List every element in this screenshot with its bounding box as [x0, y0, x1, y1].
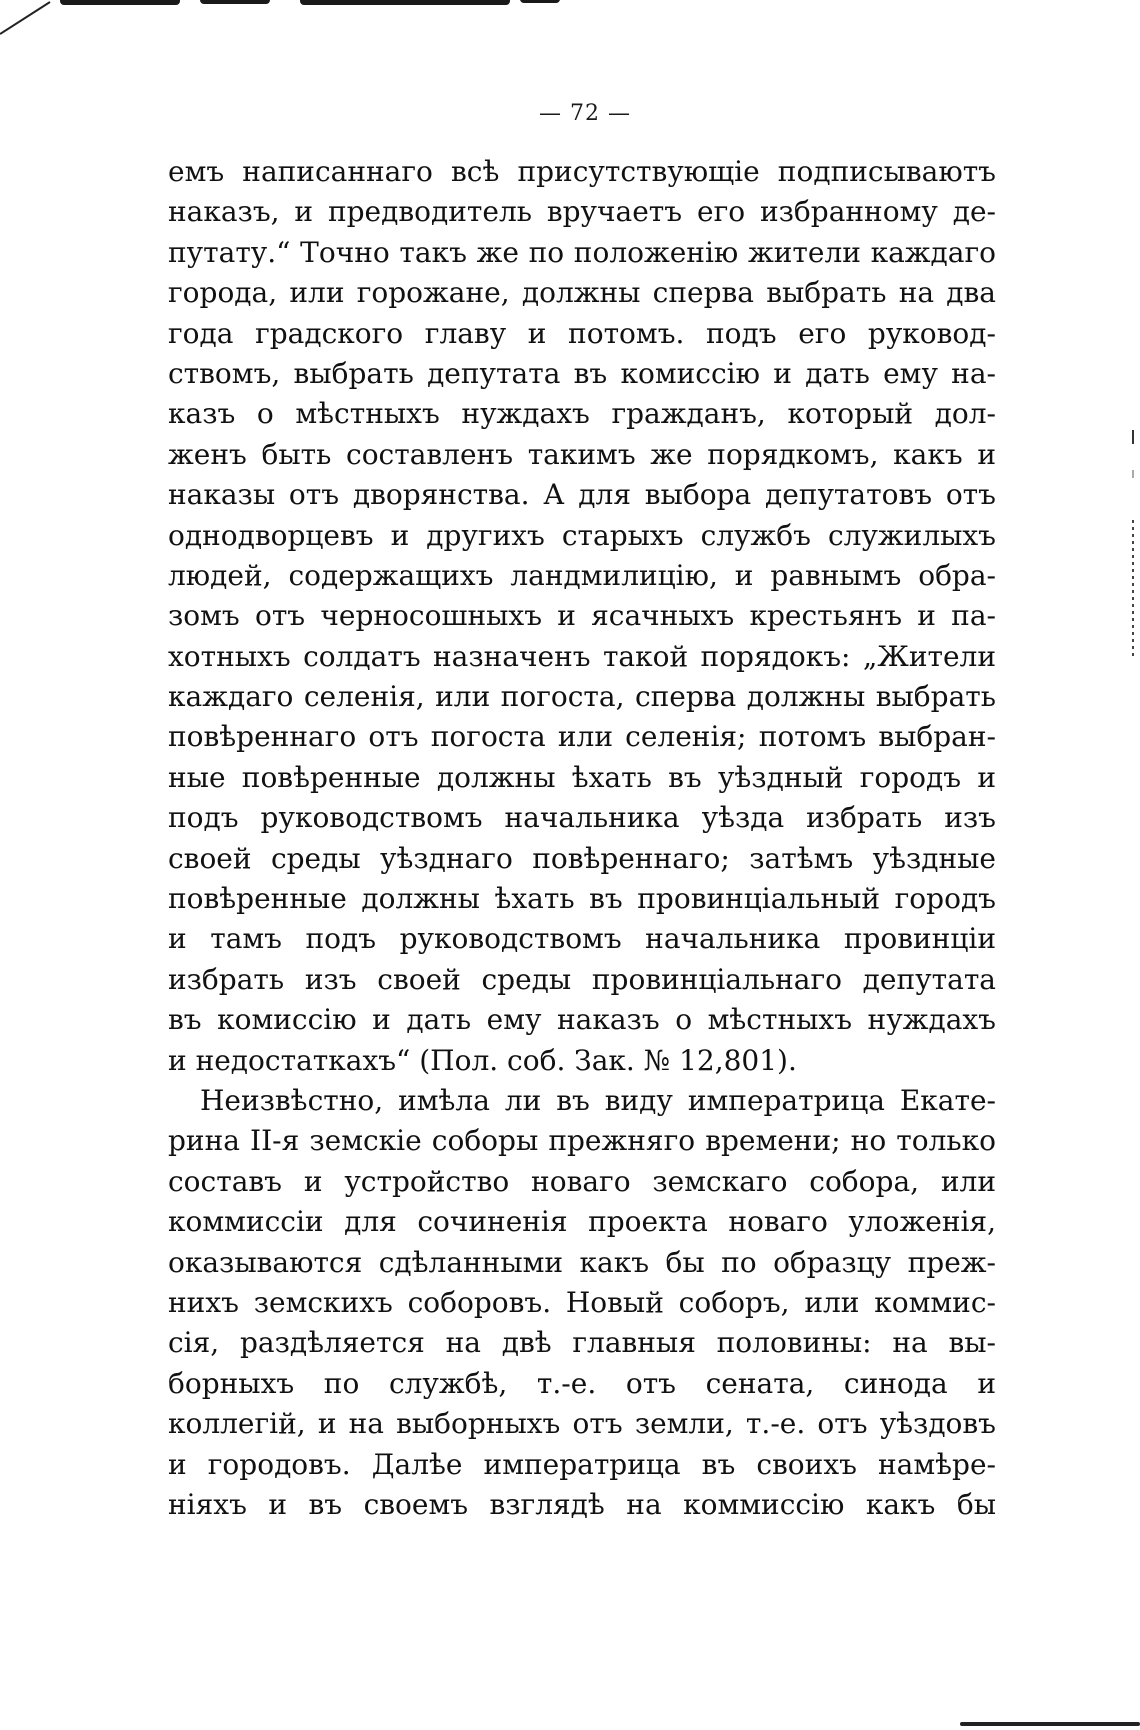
ink-smudge	[60, 0, 180, 5]
text-line: и городовъ. Далѣе императрица въ своихъ намѣре-	[168, 1447, 996, 1481]
text-line: составъ и устройство новаго земскаго собора, или	[168, 1164, 996, 1198]
text-line: путату.“ Точно такъ же по положенію жители каждаго	[168, 235, 996, 269]
text-line: и недостаткахъ“ (Пол. соб. Зак. № 12,801).	[168, 1043, 797, 1077]
text-line: Неизвѣстно, имѣла ли въ виду императрица Екате-	[200, 1083, 996, 1117]
text-line: каждаго селенія, или погоста, сперва должны выбрать	[168, 680, 996, 714]
text-line: людей, содержащихъ ландмилицію, и равнымъ обра-	[168, 558, 996, 592]
text-line: ные повѣренные должны ѣхать въ уѣздный городъ и	[168, 760, 996, 794]
scan-bottom-edge	[960, 1722, 1140, 1726]
text-line: повѣренные должны ѣхать въ провинціальный городъ	[168, 882, 996, 916]
text-line: коммиссіи для сочиненія проекта новаго уложенія,	[168, 1205, 996, 1239]
text-line: емъ написаннаго всѣ присутствующіе подписываютъ	[168, 155, 996, 188]
text-line: сія, раздѣляется на двѣ главныя половины: на вы-	[168, 1326, 996, 1360]
text-line: города, или горожане, должны сперва выбрать на два	[168, 276, 996, 310]
text-line: повѣреннаго отъ погоста или селенія; потомъ выбран-	[168, 720, 996, 754]
page-number: — 72 —	[539, 101, 631, 126]
text-line: казъ о мѣстныхъ нуждахъ гражданъ, который дол-	[168, 397, 996, 431]
text-line: наказъ, и предводитель вручаетъ его избранному де-	[168, 195, 996, 229]
ink-smudge	[200, 0, 270, 4]
text-line: зомъ отъ черносошныхъ и ясачныхъ крестьянъ и па-	[168, 599, 996, 633]
ink-smudge	[300, 0, 510, 5]
text-line: однодворцевъ и другихъ старыхъ службъ служилыхъ	[168, 518, 996, 552]
text-line: рина II-я земскіе соборы прежняго времени; но только	[168, 1124, 996, 1158]
text-line: борныхъ по службѣ, т.-е. отъ сената, синода и	[168, 1366, 996, 1400]
text-line: и тамъ подъ руководствомъ начальника провинціи	[168, 922, 996, 956]
text-line: оказываются сдѣланными какъ бы по образцу преж-	[168, 1245, 996, 1279]
text-line: въ комиссію и дать ему наказъ о мѣстныхъ нуждахъ	[168, 1003, 996, 1037]
text-line: коллегій, и на выборныхъ отъ земли, т.-е. отъ уѣздовъ	[168, 1407, 996, 1441]
text-line: избрать изъ своей среды провинціальнаго депутата	[168, 962, 996, 996]
scan-top-edge	[0, 0, 1140, 12]
margin-scan-marks	[1128, 430, 1138, 670]
text-line: ствомъ, выбрать депутата въ комиссію и дать ему на-	[168, 356, 996, 390]
text-line: хотныхъ солдатъ назначенъ такой порядокъ: „Жители	[168, 639, 996, 673]
ink-smudge	[520, 0, 560, 3]
text-line: женъ быть составленъ такимъ же порядкомъ, какъ и	[168, 437, 996, 471]
text-line: наказы отъ дворянства. А для выбора депутатовъ отъ	[168, 478, 996, 512]
text-line: года градского главу и потомъ. подъ его руковод-	[168, 316, 996, 350]
text-line: своей среды уѣзднаго повѣреннаго; затѣмъ уѣздные	[168, 841, 996, 875]
text-line: подъ руководствомъ начальника уѣзда избрать изъ	[168, 801, 996, 835]
corner-scan-line	[0, 0, 60, 40]
text-line: ніяхъ и въ своемъ взглядѣ на коммиссію какъ бы	[168, 1487, 996, 1521]
text-line: нихъ земскихъ соборовъ. Новый соборъ, или коммис-	[168, 1285, 996, 1319]
body-text	[168, 152, 996, 1525]
